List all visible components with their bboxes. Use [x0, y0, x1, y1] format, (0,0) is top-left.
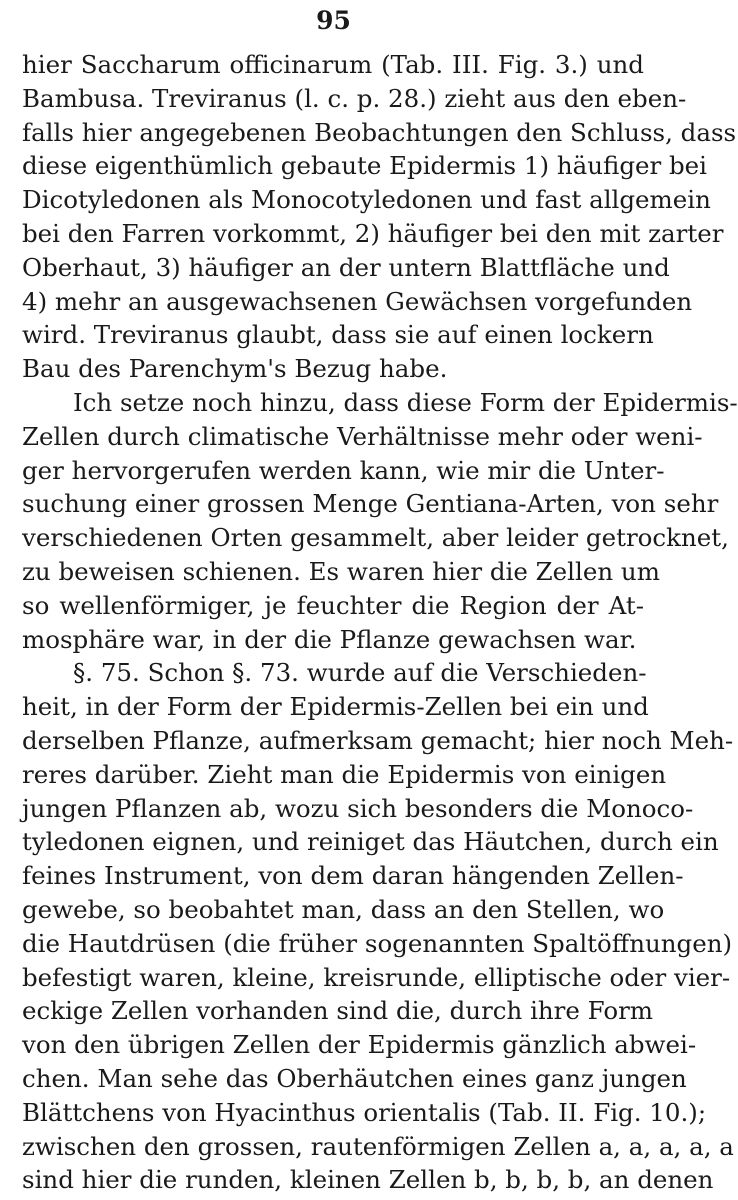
text-line: 4) mehr an ausgewachsenen Gewächsen vorgefunden [22, 286, 693, 316]
text-line: Dicotyledonen als Monocotyledonen und fast allgemein [22, 185, 711, 215]
text-line: verschiedenen Orten gesammelt, aber leider getrocknet, [22, 523, 729, 553]
text-line: befestigt waren, kleine, kreisrunde, elliptische oder vier- [22, 962, 731, 992]
text-line: sind hier die runden, kleinen Zellen b, b, b, b, an denen [22, 1165, 714, 1195]
text-line: ger hervorgerufen werden kann, wie mir die Unter- [22, 455, 665, 485]
text-line: Bambusa. Treviranus (l. c. p. 28.) zieht aus den eben- [22, 83, 687, 113]
text-line: chen. Man sehe das Oberhäutchen eines ganz jungen [22, 1064, 687, 1093]
text-line: suchung einer grossen Menge Gentiana-Arten, von sehr [22, 489, 719, 519]
text-line: mosphäre war, in der die Pflanze gewachsen war. [22, 624, 637, 654]
text-line: jungen Pflanzen ab, wozu sich besonders die Monoco- [22, 793, 694, 823]
text-line: reres darüber. Zieht man die Epidermis von einigen [22, 759, 667, 789]
text-line: Oberhaut, 3) häufiger an der untern Blattfläche und [22, 252, 670, 282]
text-line: hier Saccharum officinarum (Tab. III. Fig. 3.) und [22, 50, 644, 79]
text-line: zu beweisen schienen. Es waren hier die Zellen um [22, 557, 660, 586]
text-line: derselben Pflanze, aufmerksam gemacht; hier noch Meh- [22, 726, 734, 755]
text-line: eckige Zellen vorhanden sind die, durch ihre Form [22, 996, 654, 1026]
text-line: von den übrigen Zellen der Epidermis gänzlich abwei- [22, 1030, 697, 1060]
text-line: Ich setze noch hinzu, dass diese Form der Epidermis- [73, 388, 738, 417]
text-line: gewebe, so beobahtet man, dass an den Stellen, wo [22, 895, 665, 924]
text-line: die Hautdrüsen (die früher sogenannten Spaltöffnungen) [22, 928, 733, 958]
text-line: wird. Treviranus glaubt, dass sie auf einen lockern [22, 320, 654, 350]
page-number: 95 [316, 6, 351, 35]
text-line: Bau des Parenchym's Bezug habe. [22, 354, 448, 384]
text-line: feines Instrument, von dem daran hängenden Zellen- [22, 861, 684, 891]
text-line: heit, in der Form der Epidermis-Zellen bei ein und [22, 692, 649, 722]
text-line: zwischen den grossen, rautenförmigen Zellen a, a, a, a, a [22, 1131, 734, 1161]
text-line: bei den Farren vorkommt, 2) häufiger bei den mit zarter [22, 219, 724, 248]
text-line: so wellenförmiger, je feuchter die Region der At- [22, 590, 644, 620]
text-line: §. 75. Schon §. 73. wurde auf die Verschieden- [73, 658, 647, 688]
text-line: tyledonen eignen, und reiniget das Häutchen, durch ein [22, 827, 719, 857]
text-line: diese eigenthümlich gebaute Epidermis 1) häufiger bei [22, 151, 708, 181]
text-line: falls hier angegebenen Beobachtungen den Schluss, dass [22, 117, 737, 147]
text-line: Zellen durch climatische Verhältnisse mehr oder weni- [22, 421, 703, 451]
text-line: Blättchens von Hyacinthus orientalis (Tab. II. Fig. 10.); [22, 1097, 707, 1127]
